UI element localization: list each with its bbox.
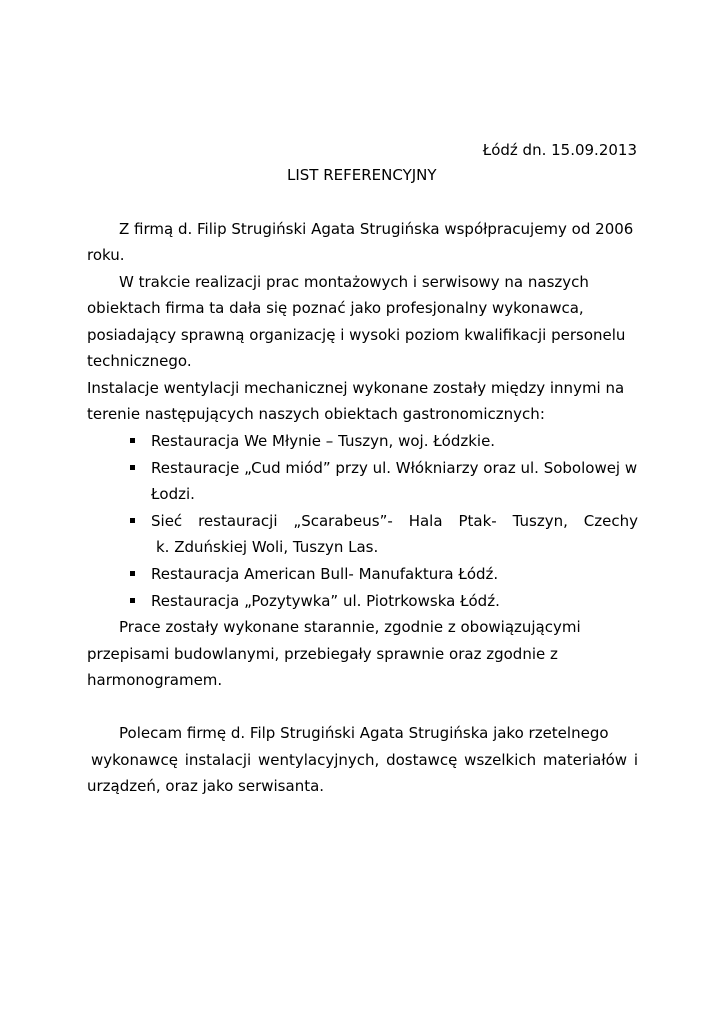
paragraph-5-line: wykonawcę instalacji wentylacyjnych, dostawcę wszelkich materiałów i: [91, 751, 638, 769]
paragraph-4-line: harmonogramem.: [87, 671, 223, 689]
bullet-icon: [130, 518, 135, 523]
letter-title: LIST REFERENCYJNY: [287, 166, 437, 184]
paragraph-5-line: Polecam firmę d. Filp Strugiński Agata Strugińska jako rzetelnego: [119, 724, 609, 742]
paragraph-4-line: Prace zostały wykonane starannie, zgodnie z obowiązującymi: [119, 618, 581, 636]
paragraph-2-line: W trakcie realizacji prac montażowych i serwisowy na naszych: [119, 273, 589, 291]
bullet-icon: [130, 438, 135, 443]
list-item-continuation: Łodzi.: [151, 485, 195, 503]
list-item-continuation: k. Zduńskiej Woli, Tuszyn Las.: [156, 538, 379, 556]
list-item: Restauracja American Bull- Manufaktura Łódź.: [151, 565, 499, 583]
list-item: Restauracja „Pozytywka” ul. Piotrkowska Łódź.: [151, 592, 500, 610]
letter-date: Łódź dn. 15.09.2013: [482, 141, 637, 159]
paragraph-3-line: Instalacje wentylacji mechanicznej wykonane zostały między innymi na: [87, 379, 625, 397]
paragraph-2-line: obiektach firma ta dała się poznać jako profesjonalny wykonawca,: [87, 299, 584, 317]
bullet-icon: [130, 571, 135, 576]
paragraph-5-line: urządzeń, oraz jako serwisanta.: [87, 777, 325, 795]
paragraph-2-line: posiadający sprawną organizację i wysoki poziom kwalifikacji personelu: [87, 326, 626, 344]
bullet-icon: [130, 598, 135, 603]
paragraph-1-line: roku.: [87, 246, 125, 264]
bullet-icon: [130, 465, 135, 470]
list-item: Sieć restauracji „Scarabeus”- Hala Ptak- Tuszyn, Czechy: [151, 512, 638, 530]
paragraph-4-line: przepisami budowlanymi, przebiegały sprawnie oraz zgodnie z: [87, 645, 558, 663]
paragraph-1-line: Z firmą d. Filip Strugiński Agata Strugińska współpracujemy od 2006: [119, 220, 634, 238]
paragraph-3-line: terenie następujących naszych obiektach gastronomicznych:: [87, 405, 545, 423]
list-item: Restauracja We Młynie – Tuszyn, woj. Łódzkie.: [151, 432, 496, 450]
list-item: Restauracje „Cud miód” przy ul. Włókniarzy oraz ul. Sobolowej w: [151, 459, 638, 477]
paragraph-2-line: technicznego.: [87, 352, 192, 370]
